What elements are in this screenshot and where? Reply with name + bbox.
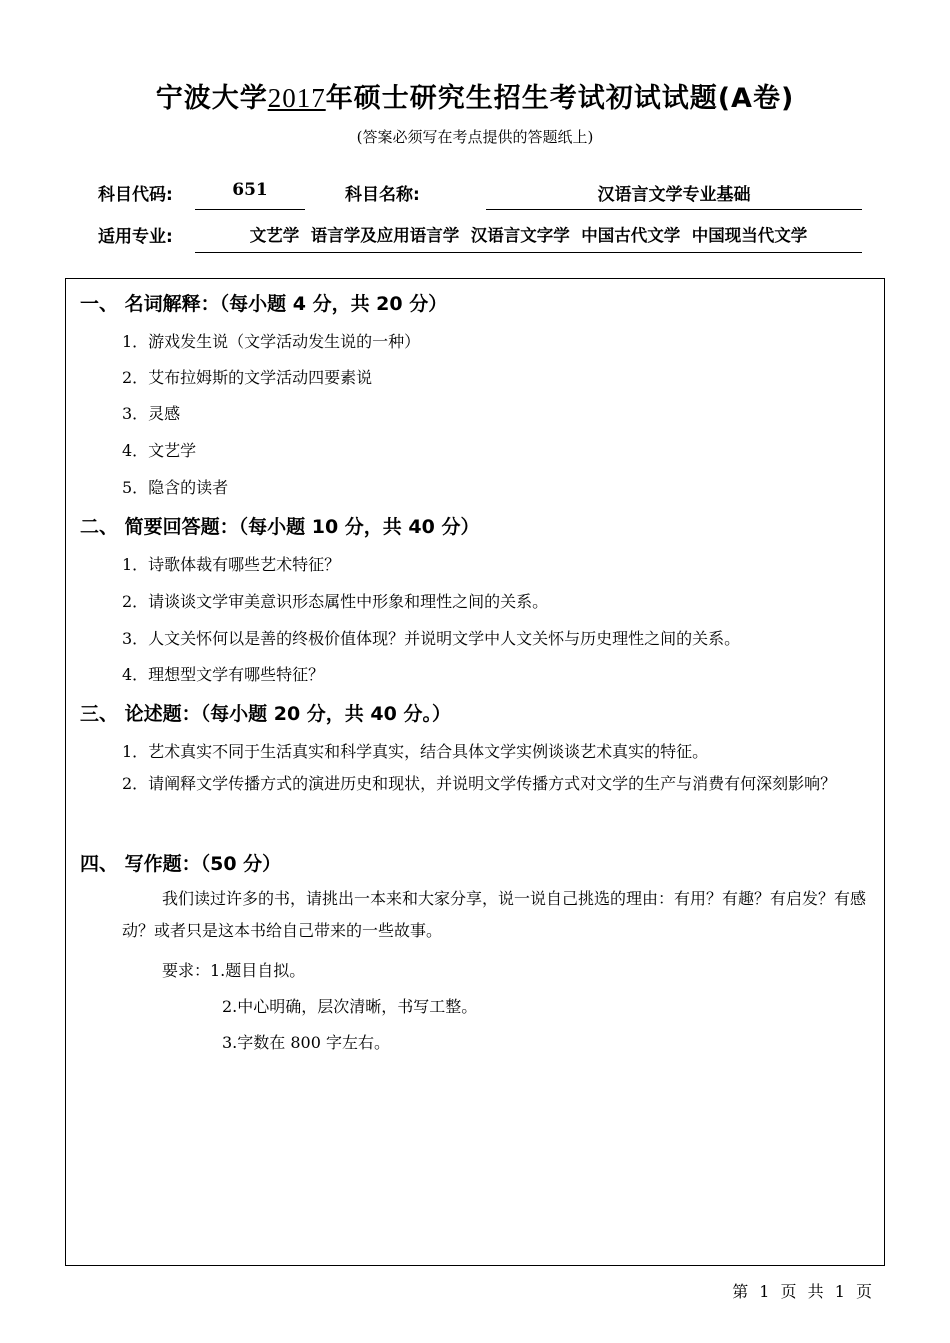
- major-value: 文艺学 语言学及应用语言学 汉语言文字学 中国古代文学 中国现当代文学: [249, 226, 808, 245]
- section-1-item-2: 2．艾布拉姆斯的文学活动四要素说: [122, 368, 373, 387]
- section-1-heading: 一、 名词解释：（每小题 4 分，共 20 分）: [80, 293, 448, 315]
- section-2-heading: 二、 简要回答题：（每小题 10 分，共 40 分）: [80, 516, 480, 538]
- section-1-item-3: 3．灵感: [122, 404, 181, 423]
- section-4-heading: 四、 写作题：（50 分）: [80, 853, 282, 875]
- subject-name-value: 汉语言文学专业基础: [597, 185, 751, 205]
- exam-subtitle: (答案必须写在考点提供的答题纸上): [356, 128, 594, 146]
- exam-title: [0, 76, 950, 115]
- major-label: 适用专业:: [98, 227, 173, 247]
- page-number: 第 1 页 共 1 页: [732, 1282, 872, 1301]
- title-suffix: 年硕士研究生招生考试初试试题(A卷): [325, 83, 795, 114]
- title-prefix: 宁波大学: [155, 83, 268, 114]
- subject-name-label: 科目名称:: [345, 185, 420, 205]
- section-1-item-1: 1．游戏发生说（文学活动发生说的一种）: [122, 332, 421, 351]
- section-3-item-1: 1．艺术真实不同于生活真实和科学真实，结合具体文学实例谈谈艺术真实的特征。: [122, 742, 709, 761]
- subject-code-label: 科目代码:: [98, 185, 173, 205]
- section-4-requirement-1: 要求：1.题目自拟。: [162, 961, 306, 980]
- section-3-heading: 三、 论述题：（每小题 20 分，共 40 分。）: [80, 703, 451, 725]
- major-underline: [195, 252, 862, 253]
- subject-code-value: 651: [232, 180, 268, 200]
- subject-code-underline: [195, 209, 305, 210]
- section-2-item-2: 2．请谈谈文学审美意识形态属性中形象和理性之间的关系。: [122, 592, 549, 611]
- title-year: 2017: [267, 83, 326, 113]
- section-2-item-1: 1．诗歌体裁有哪些艺术特征？: [122, 555, 341, 574]
- section-4-prompt: 我们读过许多的书，请挑出一本来和大家分享，说一说自己挑选的理由：有用？有趣？有启发？有感动？或者只是这本书给自己带来的一些故事。: [122, 889, 867, 940]
- section-2-item-3: 3．人文关怀何以是善的终极价值体现？并说明文学中人文关怀与历史理性之间的关系。: [122, 629, 741, 648]
- section-3-item-2: 2．请阐释文学传播方式的演进历史和现状，并说明文学传播方式对文学的生产与消费有何深刻影响？: [122, 774, 837, 793]
- section-4-requirement-2: 2.中心明确，层次清晰，书写工整。: [222, 997, 478, 1016]
- subject-name-underline: [486, 209, 862, 210]
- section-1-item-4: 4．文艺学: [122, 441, 197, 460]
- section-2-item-4: 4．理想型文学有哪些特征？: [122, 665, 325, 684]
- section-4-requirement-3: 3.字数在 800 字左右。: [222, 1033, 390, 1052]
- section-1-item-5: 5．隐含的读者: [122, 478, 229, 497]
